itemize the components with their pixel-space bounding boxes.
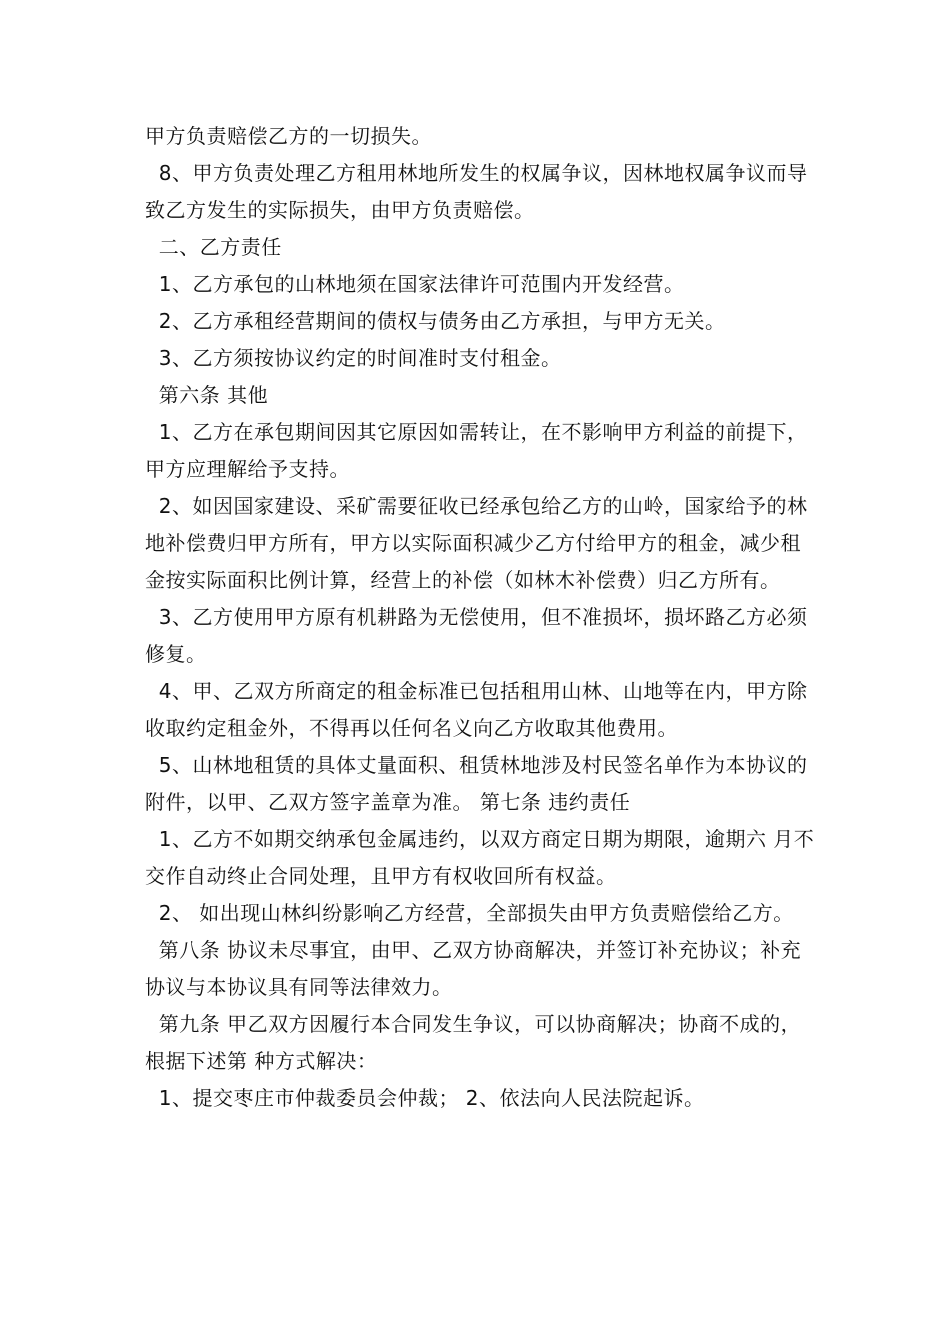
article-9: 第九条 甲乙双方因履行本合同发生争议，可以协商解决；协商不成的，根据下述第 种方式解决：	[145, 1012, 802, 1073]
paragraph-17: 1、提交枣庄市仲裁委员会仲裁； 2、依法向人民法院起诉。	[145, 1086, 705, 1110]
paragraph-9: 2、如因国家建设、采矿需要征收已经承包给乙方的山岭，国家给予的林地补偿费归甲方所有，甲方以实际面积减少乙方付给甲方的租金，减少租金按实际面积比例计算，经营上的补偿（如林木补偿费）归乙方所有。	[145, 494, 808, 592]
paragraph-8: 1、乙方在承包期间因其它原因如需转让，在不影响甲方利益的前提下，甲方应理解给予支持。	[145, 420, 808, 481]
document-body	[145, 118, 817, 1117]
paragraph-14: 2、 如出现山林纠纷影响乙方经营，全部损失由甲方负责赔偿给乙方。	[145, 901, 794, 925]
paragraph-10: 3、乙方使用甲方原有机耕路为无偿使用，但不准损坏，损坏路乙方必须修复。	[145, 605, 808, 666]
paragraph-11: 4、甲、乙双方所商定的租金标准已包括租用山林、山地等在内，甲方除收取约定租金外，不得再以任何名义向乙方收取其他费用。	[145, 679, 808, 740]
paragraph-6: 3、乙方须按协议约定的时间准时支付租金。	[145, 346, 562, 370]
paragraph-12: 5、山林地租赁的具体丈量面积、租赁林地涉及村民签名单作为本协议的附件，以甲、乙双方签字盖章为准。 第七条 违约责任	[145, 753, 808, 814]
paragraph-1: 甲方负责赔偿乙方的一切损失。	[145, 124, 432, 148]
article-heading-6: 第六条 其他	[145, 383, 269, 407]
section-heading-party-b: 二、乙方责任	[145, 235, 282, 259]
article-8: 第八条 协议未尽事宜，由甲、乙双方协商解决，并签订补充协议；补充协议与本协议具有同等法律效力。	[145, 938, 802, 999]
paragraph-13: 1、乙方不如期交纳承包金属违约，以双方商定日期为期限，逾期六 月不交作自动终止合同处理，且甲方有权收回所有权益。	[145, 827, 815, 888]
paragraph-2: 8、甲方负责处理乙方租用林地所发生的权属争议，因林地权属争议而导致乙方发生的实际损失，由甲方负责赔偿。	[145, 161, 808, 222]
paragraph-4: 1、乙方承包的山林地须在国家法律许可范围内开发经营。	[145, 272, 685, 296]
paragraph-5: 2、乙方承租经营期间的债权与债务由乙方承担，与甲方无关。	[145, 309, 726, 333]
